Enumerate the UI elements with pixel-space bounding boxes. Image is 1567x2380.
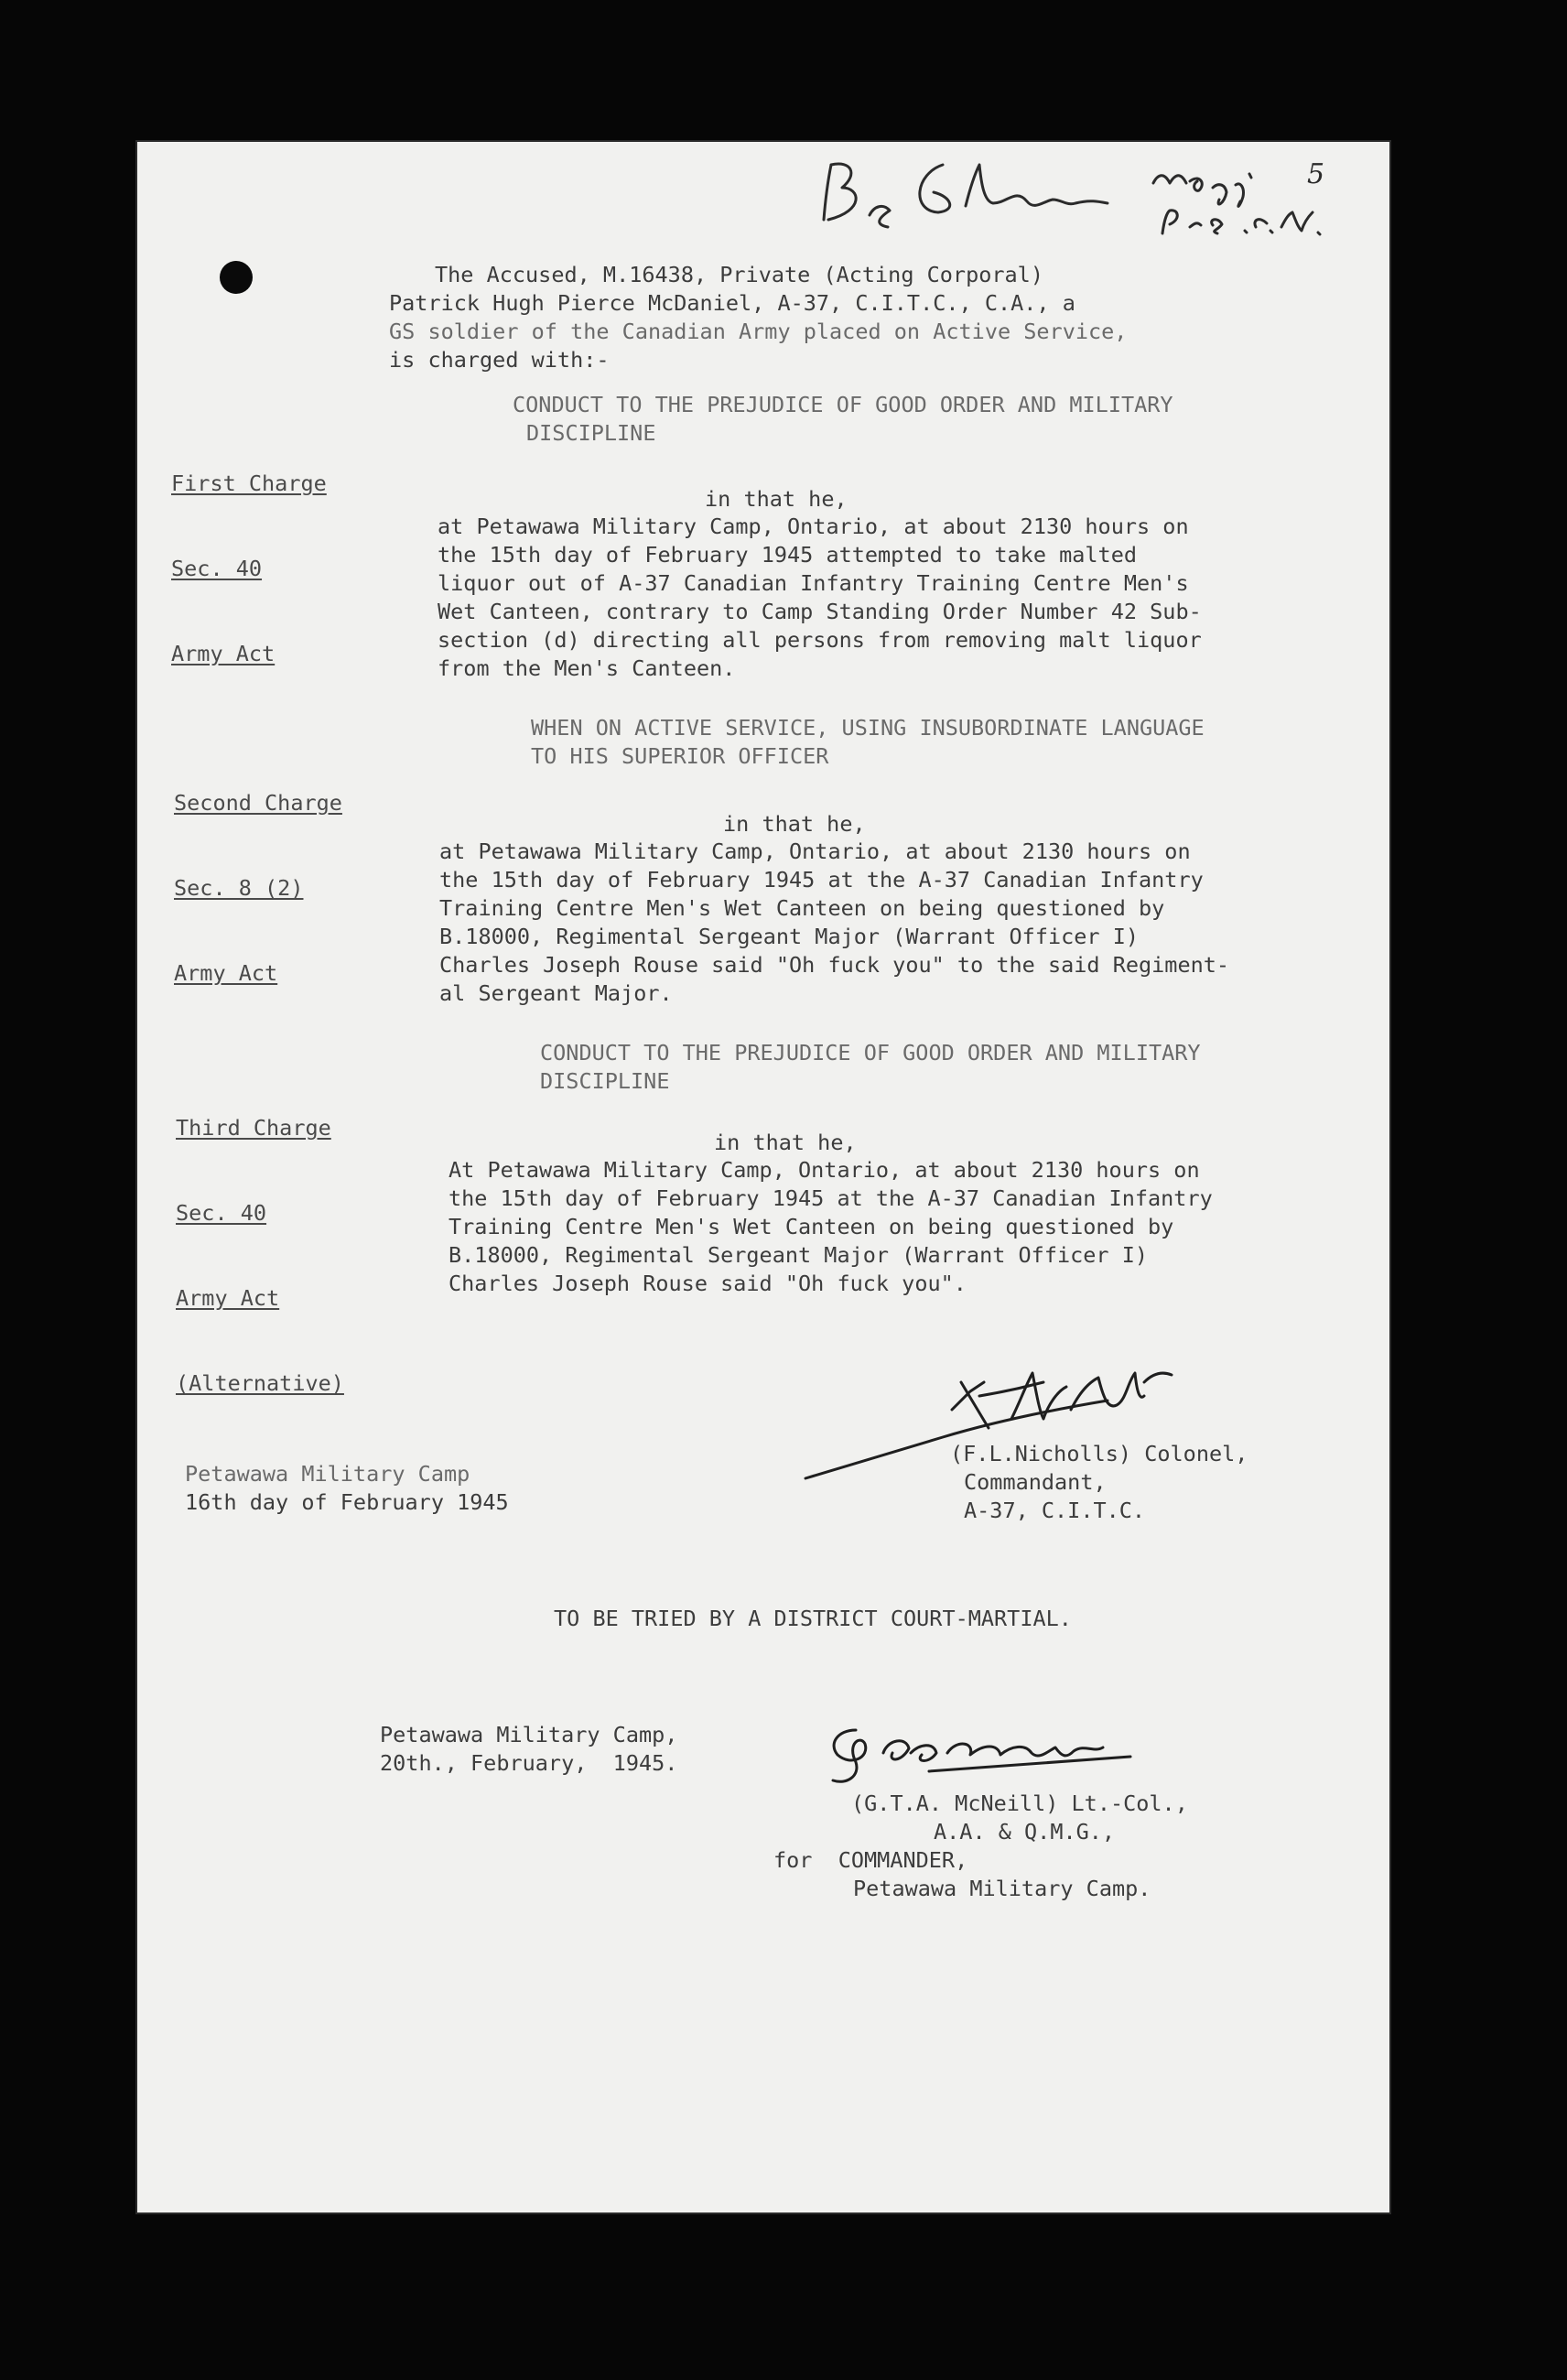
body-line: Charles Joseph Rouse said "Oh fuck you" to the said Regiment- — [439, 952, 1230, 978]
body-line: Training Centre Men's Wet Canteen on being questioned by — [448, 1214, 1174, 1239]
preamble-line: is charged with:- — [389, 347, 610, 373]
charge-1-act: Army Act — [171, 641, 276, 666]
trial-order: TO BE TRIED BY A DISTRICT COURT-MARTIAL. — [554, 1606, 1072, 1631]
body-line: B.18000, Regimental Sergeant Major (Warrant Officer I) — [439, 924, 1140, 949]
charge-3-heading — [540, 1039, 1201, 1096]
charge-2-margin — [174, 732, 342, 1044]
signer-name: (G.T.A. McNeill) Lt.-Col., — [851, 1790, 1188, 1816]
charge-1-title: First Charge — [171, 471, 327, 496]
place-line: Petawawa Military Camp, — [380, 1722, 678, 1747]
charge-2-heading — [531, 714, 1205, 771]
charge-2-body — [439, 838, 1229, 1008]
body-line: Training Centre Men's Wet Canteen on being questioned by — [439, 895, 1165, 921]
body-line: at Petawawa Military Camp, Ontario, at about 2130 hours on — [438, 514, 1189, 539]
second-place-date — [380, 1721, 677, 1778]
heading-line: WHEN ON ACTIVE SERVICE, USING INSUBORDINATE LANGUAGE — [531, 715, 1205, 741]
charge-3-section: Sec. 40 — [176, 1200, 267, 1226]
place-line: Petawawa Military Camp — [185, 1461, 470, 1487]
signer-title: A.A. & Q.M.G., — [934, 1819, 1116, 1844]
body-line: Charles Joseph Rouse said "Oh fuck you". — [448, 1271, 967, 1296]
body-line: At Petawawa Military Camp, Ontario, at about 2130 hours on — [448, 1157, 1200, 1183]
signer-unit: A-37, C.I.T.C. — [964, 1498, 1146, 1523]
charge-2-intro: in that he, — [723, 811, 866, 837]
body-line: from the Men's Canteen. — [438, 655, 736, 681]
first-signer — [950, 1440, 1248, 1525]
charge-1-heading — [513, 391, 1173, 448]
charge-3-margin — [176, 1057, 344, 1455]
body-line: section (d) directing all persons from removing malt liquor — [438, 627, 1202, 653]
preamble-line: GS soldier of the Canadian Army placed on Active Service, — [389, 319, 1128, 344]
body-line: at Petawawa Military Camp, Ontario, at about 2130 hours on — [439, 838, 1191, 864]
signer-title: Commandant, — [964, 1469, 1107, 1495]
heading-line: CONDUCT TO THE PREJUDICE OF GOOD ORDER AND MILITARY — [540, 1040, 1201, 1066]
preamble-line: Patrick Hugh Pierce McDaniel, A-37, C.I.T.C., C.A., a — [389, 290, 1075, 316]
page-number: 5 — [1307, 158, 1325, 190]
preamble — [389, 261, 1173, 374]
body-line: liquor out of A-37 Canadian Infantry Training Centre Men's — [438, 570, 1189, 596]
heading-line: CONDUCT TO THE PREJUDICE OF GOOD ORDER AND MILITARY — [513, 392, 1173, 417]
body-line: al Sergeant Major. — [439, 980, 673, 1006]
document-page — [137, 142, 1389, 2212]
heading-line: DISCIPLINE — [526, 420, 656, 446]
signer-unit: Petawawa Military Camp. — [853, 1876, 1151, 1901]
body-line: Wet Canteen, contrary to Camp Standing Order Number 42 Sub- — [438, 599, 1202, 624]
charge-2-section: Sec. 8 (2) — [174, 875, 304, 901]
charge-3-act: Army Act — [176, 1285, 280, 1311]
signer-name: (F.L.Nicholls) Colonel, — [950, 1441, 1248, 1466]
heading-line: TO HIS SUPERIOR OFFICER — [531, 743, 829, 769]
preamble-line: The Accused, M.16438, Private (Acting Corporal) — [435, 262, 1043, 287]
charge-1-section: Sec. 40 — [171, 556, 263, 581]
body-line: the 15th day of February 1945 at the A-37 Canadian Infantry — [448, 1185, 1213, 1211]
charge-3-intro: in that he, — [714, 1130, 857, 1155]
charge-1-intro: in that he, — [705, 486, 848, 512]
body-line: the 15th day of February 1945 attempted to take malted — [438, 542, 1138, 568]
charge-2-title: Second Charge — [174, 790, 342, 816]
punch-hole — [220, 261, 253, 294]
charge-3-body — [448, 1156, 1213, 1298]
date-line: 16th day of February 1945 — [185, 1489, 509, 1515]
charge-1-margin — [171, 413, 327, 725]
charge-1-body — [438, 513, 1202, 683]
signer-for: for COMMANDER, — [773, 1847, 968, 1873]
heading-line: DISCIPLINE — [540, 1068, 670, 1094]
body-line: the 15th day of February 1945 at the A-37 Canadian Infantry — [439, 867, 1204, 892]
body-line: B.18000, Regimental Sergeant Major (Warrant Officer I) — [448, 1242, 1149, 1268]
charge-3-title: Third Charge — [176, 1115, 331, 1141]
charge-2-act: Army Act — [174, 960, 278, 986]
handwritten-annotation — [787, 146, 1355, 256]
date-line: 20th., February, 1945. — [380, 1750, 678, 1776]
second-signer — [773, 1790, 1188, 1903]
first-place-date — [185, 1460, 509, 1517]
charge-3-alternative: (Alternative) — [176, 1370, 344, 1396]
signature-mcneill — [819, 1716, 1204, 1799]
